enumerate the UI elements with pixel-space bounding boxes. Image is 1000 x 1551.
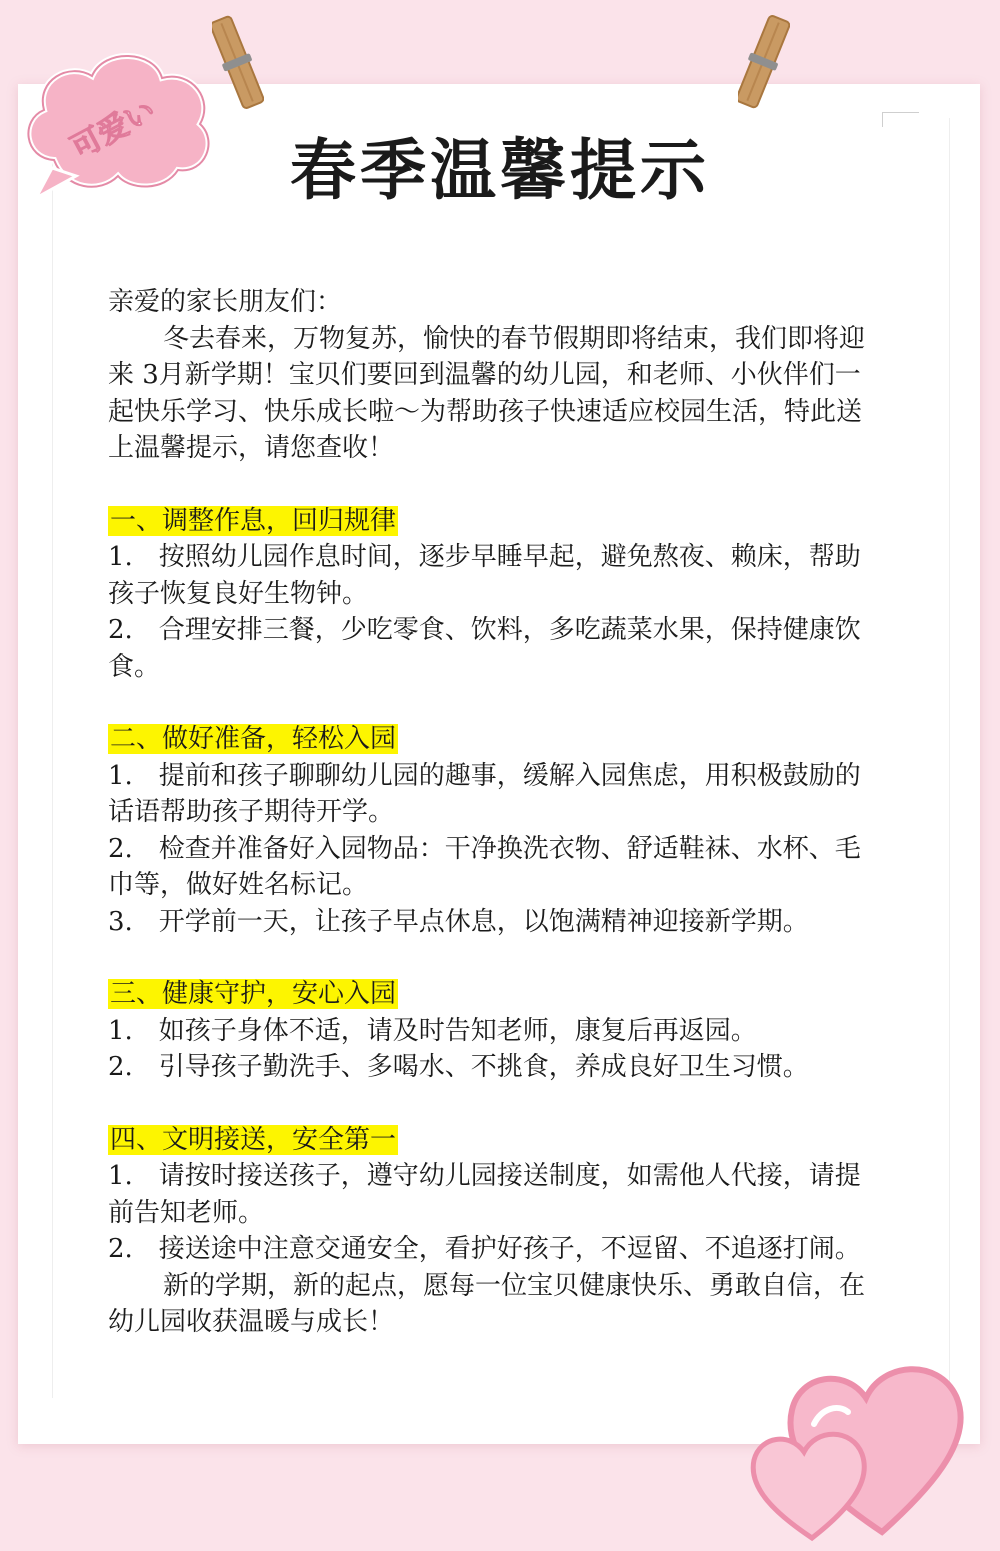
section-heading: 四、文明接送，安全第一 — [110, 1124, 397, 1155]
list-item: 1. 如孩子身体不适，请及时告知老师，康复后再返园。 — [108, 1015, 757, 1046]
clothespin-right-icon — [738, 14, 790, 110]
section-heading: 三、健康守护，安心入园 — [110, 979, 397, 1009]
section-heading: 二、做好准备，轻松入园 — [110, 724, 397, 754]
list-item: 1. 按照幼儿园作息时间，逐步早睡早起，避免熬夜、赖床，帮助孩子恢复良好生物钟。 — [108, 542, 861, 609]
section-pickup — [108, 1122, 870, 1268]
section-heading: 一、调整作息，回归规律 — [110, 505, 397, 536]
list-item: 1. 提前和孩子聊聊幼儿园的趣事，缓解入园焦虑，用积极鼓励的话语帮助孩子期待开学。 — [108, 760, 861, 827]
list-item: 1. 请按时接送孩子，遵守幼儿园接送制度，如需他人代接，请提前告知老师。 — [108, 1161, 861, 1228]
section-preparation — [108, 721, 870, 940]
notice-body — [108, 284, 870, 1341]
list-item: 2. 检查并准备好入园物品：干净换洗衣物、舒适鞋袜、水杯、毛巾等，做好姓名标记。 — [108, 833, 861, 900]
badge-text: 可爱い — [65, 93, 162, 167]
list-item: 3. 开学前一天，让孩子早点休息，以饱满精神迎接新学期。 — [108, 906, 809, 937]
list-item: 2. 合理安排三餐，少吃零食、饮料，多吃蔬菜水果，保持健康饮食。 — [108, 615, 861, 682]
list-item: 2. 接送途中注意交通安全，看护好孩子，不逗留、不追逐打闹。 — [108, 1234, 861, 1264]
heart-icon — [742, 1332, 982, 1542]
list-item: 2. 引导孩子勤洗手、多喝水、不挑食，养成良好卫生习惯。 — [108, 1052, 809, 1082]
greeting: 亲爱的家长朋友们： — [108, 287, 343, 317]
section-schedule — [108, 503, 870, 686]
corner-mark — [882, 112, 919, 127]
closing-paragraph: 新的学期，新的起点，愿每一位宝贝健康快乐、勇敢自信，在幼儿园收获温暖与成长！ — [108, 1270, 866, 1337]
section-health — [108, 976, 870, 1086]
intro-paragraph: 冬去春来，万物复苏，愉快的春节假期即将结束，我们即将迎来 3月新学期！宝贝们要回到温馨的幼儿园，和老师、小伙伴们一起快乐学习、快乐成长啦～为帮助孩子快速适应校园生活，特此送上温馨提示，请您查收！ — [108, 323, 866, 463]
page-title: 春季温馨提示 — [290, 131, 710, 209]
